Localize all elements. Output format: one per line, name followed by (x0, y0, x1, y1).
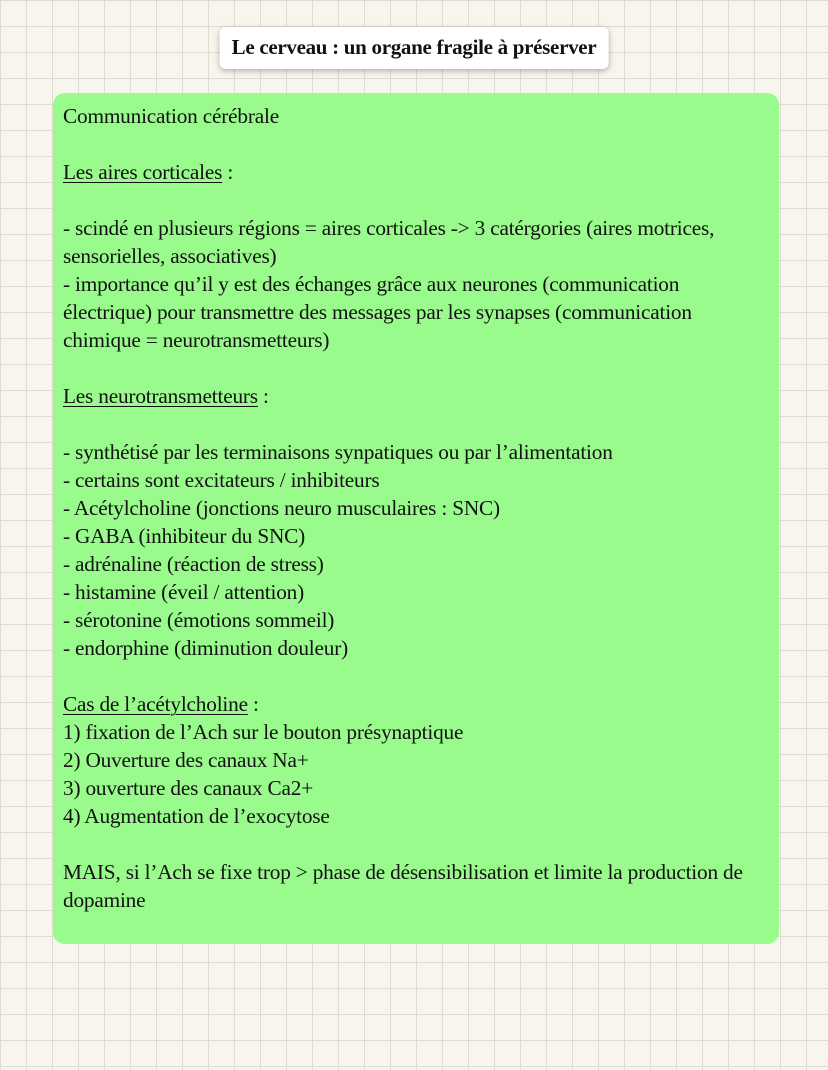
intro-heading: Communication cérébrale (63, 104, 279, 128)
neuro-line: - histamine (éveil / attention) (63, 580, 305, 604)
neuro-line: - GABA (inhibiteur du SNC) (63, 524, 306, 548)
neuro-line: - certains sont excitateurs / inhibiteurs (63, 468, 380, 492)
aires-heading (63, 158, 769, 186)
neuro-line: - Acétylcholine (jonctions neuro musculaires : SNC) (63, 496, 500, 520)
aires-heading-suffix: : (222, 160, 234, 184)
neuro-heading-suffix: : (257, 384, 269, 408)
ach-heading (63, 690, 769, 718)
aires-line: - importance qu’il y est des échanges grâce aux neurones (communication électrique) pour transmettre des messages par les synapses (communication chimique = neurotransmetteurs) (63, 272, 692, 352)
neuro-line: - synthétisé par les terminaisons synpatiques ou par l’alimentation (63, 440, 613, 464)
ach-step: 1) fixation de l’Ach sur le bouton présynaptique (63, 720, 464, 744)
ach-heading-text: Cas de l’acétylcholine (63, 692, 248, 716)
ach-step: 3) ouverture des canaux Ca2+ (63, 776, 314, 800)
ach-heading-suffix: : (247, 692, 259, 716)
conclusion: MAIS, si l’Ach se fixe trop > phase de désensibilisation et limite la production de dopamine (63, 860, 743, 912)
ach-step: 2) Ouverture des canaux Na+ (63, 748, 309, 772)
neuro-heading-text: Les neurotransmetteurs (63, 384, 258, 408)
page-title: Le cerveau : un organe fragile à préserver (220, 27, 609, 69)
aires-heading-text: Les aires corticales (63, 160, 223, 184)
neuro-line: - endorphine (diminution douleur) (63, 636, 348, 660)
aires-line: - scindé en plusieurs régions = aires corticales -> 3 catérgories (aires motrices, sensorielles, associatives) (63, 216, 715, 268)
neuro-line: - adrénaline (réaction de stress) (63, 552, 324, 576)
neuro-heading (63, 382, 769, 410)
neuro-line: - sérotonine (émotions sommeil) (63, 608, 335, 632)
note-card (53, 93, 779, 944)
ach-step: 4) Augmentation de l’exocytose (63, 804, 330, 828)
